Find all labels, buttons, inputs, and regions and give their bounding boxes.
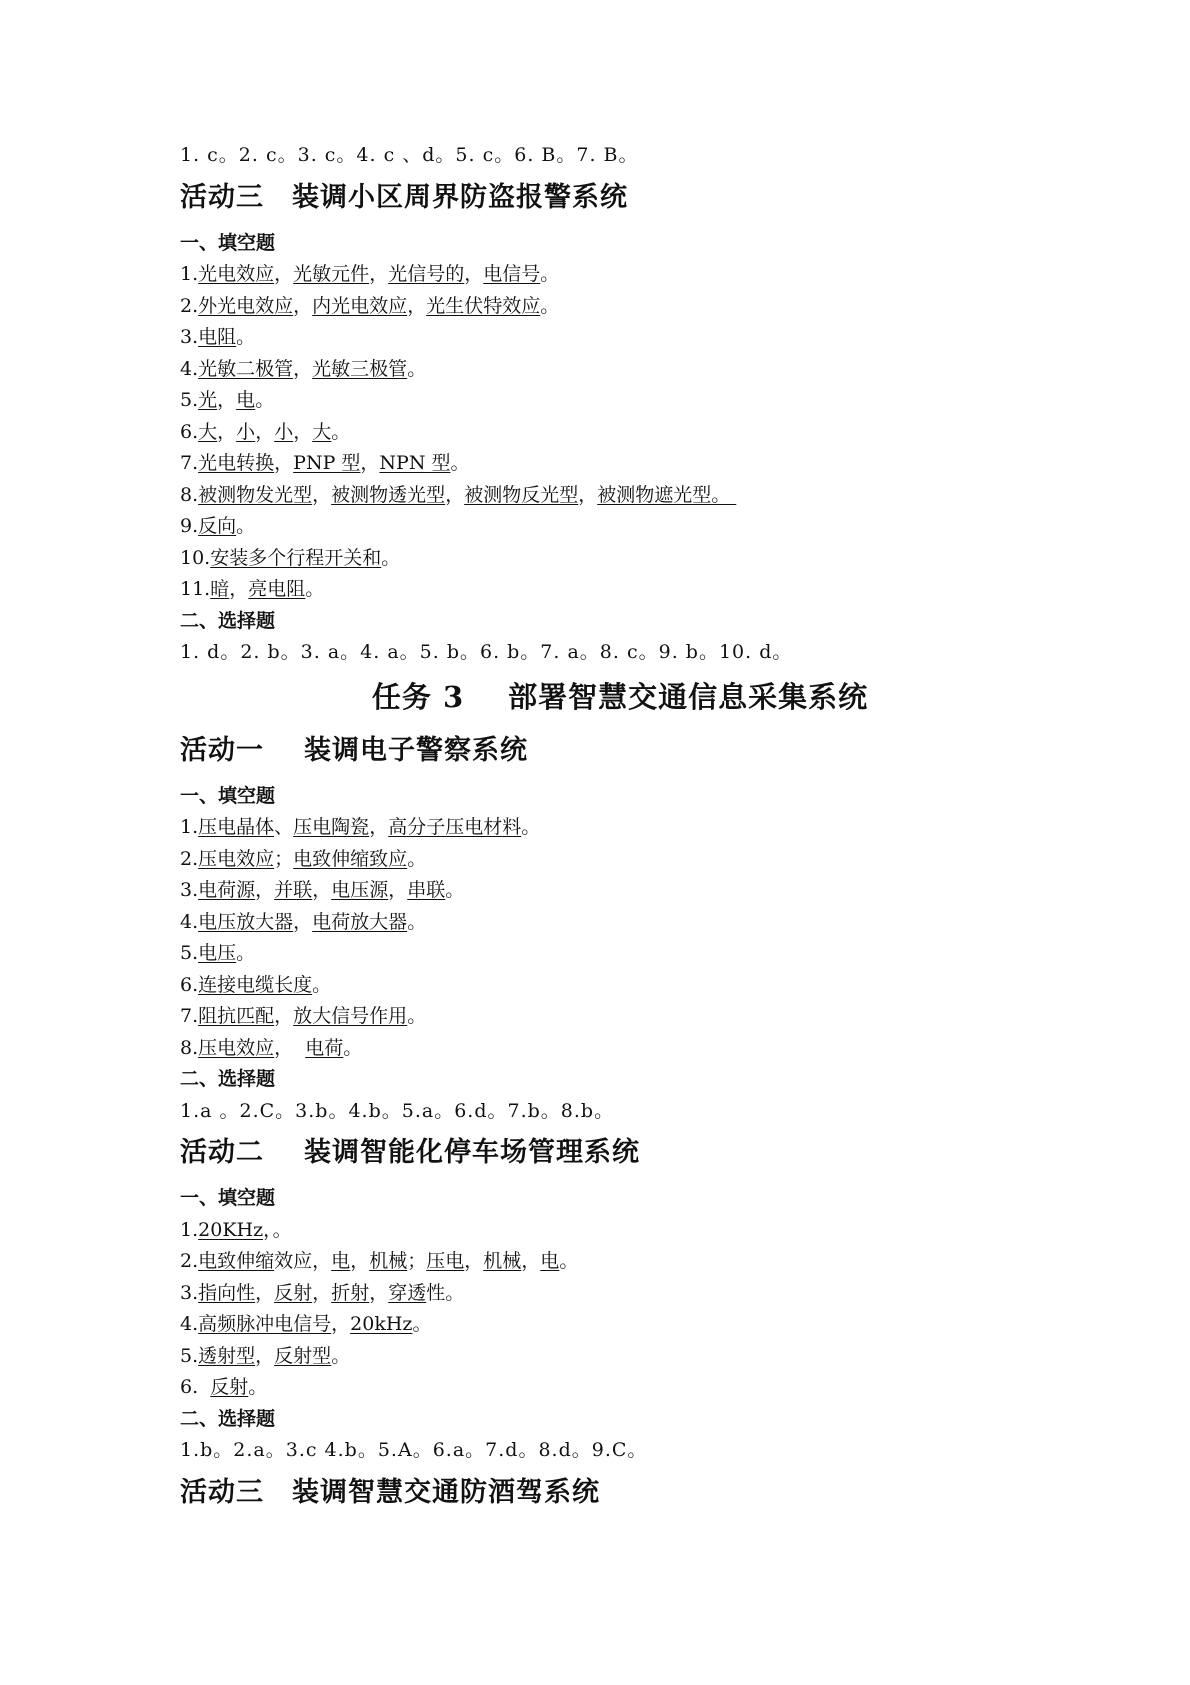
activity-heading bbox=[180, 1469, 1060, 1517]
answer-number: 6. bbox=[180, 1376, 205, 1398]
answer-line bbox=[180, 385, 1060, 417]
answer-blank: 反向 bbox=[198, 515, 237, 537]
answer-number: 2. bbox=[180, 1250, 199, 1272]
answer-punctuation: ， bbox=[312, 879, 332, 901]
answer-line bbox=[180, 938, 1060, 970]
answer-blank: 高分子压电材料 bbox=[388, 816, 522, 838]
answer-punctuation: ， bbox=[255, 879, 275, 901]
answer-number: 10. bbox=[180, 546, 211, 569]
answer-punctuation: ， bbox=[255, 1344, 275, 1367]
activity-title: 装调智慧交通防酒驾系统 bbox=[292, 1476, 600, 1508]
answer-blank: 并联 bbox=[274, 879, 313, 901]
answer-number: 7. bbox=[180, 1005, 199, 1027]
answer-punctuation: 。 bbox=[343, 1036, 363, 1059]
answer-blank: 被测物遮光型。 bbox=[597, 483, 737, 506]
answer-line bbox=[180, 259, 1060, 291]
answer-punctuation: 。 bbox=[305, 578, 325, 600]
answer-punctuation: 。 bbox=[521, 816, 541, 838]
answer-blank: 压电陶瓷 bbox=[293, 816, 370, 838]
answer-blank: 电荷源 bbox=[198, 879, 256, 901]
answer-punctuation: ， bbox=[369, 1281, 389, 1304]
answer-blank: 光生伏特效应 bbox=[426, 294, 541, 317]
answer-punctuation: ， bbox=[464, 1250, 484, 1272]
choice-answers: 1.b。2.a。3.c 4.b。5.A。6.a。7.d。8.d。9.C。 bbox=[180, 1439, 648, 1461]
answer-blank: 电压源 bbox=[331, 879, 389, 901]
answer-punctuation: ， bbox=[274, 1036, 306, 1059]
answer-punctuation: ， bbox=[521, 1250, 541, 1272]
answer-blank: 机械 bbox=[483, 1250, 522, 1272]
answer-punctuation: ， bbox=[217, 420, 237, 443]
answer-punctuation: ， bbox=[464, 263, 484, 285]
answer-line bbox=[180, 1033, 1060, 1065]
answer-blank: 电 bbox=[236, 389, 256, 411]
answer-blank: 电压 bbox=[198, 942, 237, 964]
section-heading-fill: 一、填空题 bbox=[180, 1187, 276, 1209]
answer-punctuation: 。 bbox=[445, 879, 465, 901]
answer-blank: 连接电缆长度 bbox=[198, 973, 313, 996]
section-heading-choice: 二、选择题 bbox=[180, 609, 276, 632]
answer-number: 3. bbox=[180, 1281, 199, 1304]
answer-blank: 被测物反光型 bbox=[464, 483, 579, 506]
answer-punctuation: 。 bbox=[407, 910, 427, 933]
answer-number: 8. bbox=[180, 483, 199, 506]
answer-number: 6. bbox=[180, 420, 199, 443]
answer-punctuation: 。 bbox=[407, 1005, 427, 1027]
answer-line bbox=[180, 875, 1060, 907]
answer-line bbox=[180, 907, 1060, 939]
answer-punctuation: 。 bbox=[236, 942, 256, 964]
answer-blank: 电致伸缩致应 bbox=[293, 847, 408, 870]
answer-blank: 安装多个行程开关和 bbox=[210, 546, 382, 569]
activity-title: 装调小区周界防盗报警系统 bbox=[292, 181, 628, 213]
activity-title: 装调智能化停车场管理系统 bbox=[304, 1137, 640, 1168]
answer-number: 7. bbox=[180, 452, 199, 474]
answer-line bbox=[180, 1341, 1060, 1373]
answer-punctuation: ， bbox=[312, 1281, 332, 1304]
answer-punctuation: ， bbox=[293, 294, 313, 317]
section-heading-fill: 一、填空题 bbox=[180, 784, 276, 807]
answer-line bbox=[180, 1001, 1060, 1033]
answer-line bbox=[180, 322, 1060, 354]
answer-blank: 压电 bbox=[426, 1250, 465, 1272]
answer-number: 8. bbox=[180, 1036, 199, 1059]
answer-blank: 阻抗匹配 bbox=[198, 1005, 275, 1027]
answer-punctuation: 。 bbox=[407, 357, 427, 380]
choice-answers: 1. d。2. b。3. a。4. a。5. b。6. b。7. a。8. c。9. b。10. d。 bbox=[180, 641, 793, 663]
answer-line bbox=[180, 291, 1060, 323]
answer-line bbox=[180, 511, 1060, 543]
answer-punctuation: ， bbox=[293, 420, 313, 443]
answer-blank: 光敏三极管 bbox=[312, 357, 408, 380]
answer-blank: 光电效应 bbox=[198, 263, 275, 285]
answer-blank: 暗 bbox=[210, 578, 230, 600]
answer-number: 1. bbox=[180, 816, 199, 838]
answer-blank: 光 bbox=[198, 389, 218, 411]
answer-blank: 光敏元件 bbox=[293, 263, 370, 285]
answer-line bbox=[180, 1278, 1060, 1310]
answer-punctuation: 。 bbox=[255, 389, 275, 411]
section-heading-choice: 二、选择题 bbox=[180, 1407, 276, 1430]
answer-blank: 机械 bbox=[369, 1250, 408, 1272]
fill-answer-list bbox=[180, 259, 1060, 606]
answer-number: 9. bbox=[180, 515, 199, 537]
answer-blank: 电荷 bbox=[305, 1036, 344, 1059]
answer-line bbox=[180, 812, 1060, 844]
answer-punctuation: ， bbox=[369, 816, 389, 838]
fill-answer-list bbox=[180, 1215, 1060, 1404]
answer-punctuation: ， bbox=[445, 483, 465, 506]
answer-punctuation: 。 bbox=[450, 452, 470, 474]
answer-line bbox=[180, 970, 1060, 1002]
answer-blank: 高频脉冲电信号 bbox=[198, 1313, 332, 1335]
answer-blank: 电致伸缩 bbox=[198, 1250, 275, 1272]
answer-punctuation: ， bbox=[274, 263, 294, 285]
section-heading-choice: 二、选择题 bbox=[180, 1068, 276, 1090]
answer-blank: 光信号的 bbox=[388, 263, 465, 285]
activity-number: 活动二 bbox=[180, 1137, 264, 1168]
answer-punctuation: ， bbox=[350, 1250, 370, 1272]
answer-number: 5. bbox=[180, 1344, 199, 1367]
answer-punctuation: ， bbox=[360, 452, 380, 474]
answer-blank: 外光电效应 bbox=[198, 294, 294, 317]
activity-number: 活动三 bbox=[180, 181, 264, 213]
answer-punctuation: 。 bbox=[381, 546, 401, 569]
answer-blank: 大 bbox=[198, 420, 218, 443]
activity-number: 活动一 bbox=[180, 734, 264, 766]
answer-line bbox=[180, 480, 1060, 512]
answer-punctuation: 。 bbox=[236, 515, 256, 537]
activity-title: 装调电子警察系统 bbox=[304, 734, 528, 766]
answer-line bbox=[180, 574, 1060, 606]
answer-blank: 穿透 bbox=[388, 1281, 427, 1304]
answer-punctuation: ； bbox=[274, 847, 294, 870]
answer-line bbox=[180, 1246, 1060, 1278]
answer-punctuation: ； bbox=[407, 1250, 427, 1272]
answer-number: 3. bbox=[180, 879, 199, 901]
answer-line bbox=[180, 1309, 1060, 1341]
answer-line bbox=[180, 1215, 1060, 1247]
answer-punctuation: 。 bbox=[331, 420, 351, 443]
answer-blank: 反射 bbox=[210, 1376, 249, 1398]
answer-number: 3. bbox=[180, 326, 199, 348]
answer-punctuation: ， bbox=[388, 879, 408, 901]
answer-blank: 反射 bbox=[274, 1281, 313, 1304]
answer-blank: 放大信号作用 bbox=[293, 1005, 408, 1027]
answer-punctuation: 。 bbox=[540, 294, 560, 317]
answer-blank: 光敏二极管 bbox=[198, 357, 294, 380]
activity-heading bbox=[180, 727, 1060, 775]
answer-punctuation: ， bbox=[255, 1281, 275, 1304]
activity-number: 活动三 bbox=[180, 1476, 264, 1508]
task-heading bbox=[180, 669, 1060, 725]
answer-punctuation: 。 bbox=[331, 1344, 351, 1367]
answer-punctuation: 。 bbox=[236, 326, 256, 348]
answer-blank: 指向性 bbox=[198, 1281, 256, 1304]
answer-page bbox=[180, 140, 1060, 1523]
activity-heading bbox=[180, 1129, 1060, 1177]
answer-number: 4. bbox=[180, 1313, 199, 1335]
answer-punctuation: 。 bbox=[412, 1313, 432, 1335]
answer-punctuation: ， bbox=[229, 578, 249, 600]
answer-blank: 透射型 bbox=[198, 1344, 256, 1367]
answer-number: 1. bbox=[180, 1218, 199, 1241]
answer-number: 11. bbox=[180, 578, 211, 600]
answer-punctuation: 。 bbox=[407, 847, 427, 870]
answer-blank: 电信号 bbox=[483, 263, 541, 285]
answer-punctuation: ， bbox=[331, 1313, 351, 1335]
answer-punctuation: 。 bbox=[312, 973, 332, 996]
answer-punctuation: ， bbox=[312, 483, 332, 506]
answer-blank: 串联 bbox=[407, 879, 446, 901]
task-title: 部署智慧交通信息采集系统 bbox=[508, 679, 869, 714]
answer-blank: 电 bbox=[331, 1250, 351, 1272]
answer-blank: 小 bbox=[274, 420, 294, 443]
answer-punctuation: 。 bbox=[559, 1250, 579, 1272]
fill-answer-list bbox=[180, 812, 1060, 1064]
choice-answers: 1.a 。2.C。3.b。4.b。5.a。6.d。7.b。8.b。 bbox=[180, 1099, 615, 1122]
answer-punctuation: ， bbox=[369, 263, 389, 285]
answer-blank: 电压放大器 bbox=[198, 910, 294, 933]
answer-line bbox=[180, 448, 1060, 480]
answer-line bbox=[180, 417, 1060, 449]
answer-punctuation: ， bbox=[578, 483, 598, 506]
answer-blank: 大 bbox=[312, 420, 332, 443]
answer-blank: 光电转换 bbox=[198, 452, 275, 474]
section-heading-fill: 一、填空题 bbox=[180, 231, 276, 254]
answer-line bbox=[180, 354, 1060, 386]
answer-blank: 电 bbox=[540, 1250, 560, 1272]
answer-punctuation: ， bbox=[274, 1005, 294, 1027]
answer-punctuation: ，。 bbox=[263, 1218, 292, 1241]
answer-line bbox=[180, 1372, 1060, 1404]
answer-blank: PNP 型 bbox=[293, 452, 361, 474]
answer-blank: 内光电效应 bbox=[312, 294, 408, 317]
answer-punctuation: 效应， bbox=[274, 1250, 332, 1272]
answer-number: 5. bbox=[180, 942, 199, 964]
answer-blank: 小 bbox=[236, 420, 256, 443]
answer-punctuation: ， bbox=[274, 452, 294, 474]
answer-blank: 20KHz bbox=[198, 1218, 264, 1241]
answer-number: 1. bbox=[180, 263, 199, 285]
answer-line bbox=[180, 844, 1060, 876]
answer-blank: 折射 bbox=[331, 1281, 370, 1304]
answer-punctuation: 。 bbox=[248, 1376, 268, 1398]
answer-blank: NPN 型 bbox=[379, 452, 451, 474]
answer-blank: 压电晶体 bbox=[198, 816, 275, 838]
answer-number: 4. bbox=[180, 357, 199, 380]
answer-line bbox=[180, 543, 1060, 575]
answer-number: 4. bbox=[180, 910, 199, 933]
answer-blank: 电阻 bbox=[198, 326, 237, 348]
answer-punctuation: ， bbox=[293, 357, 313, 380]
answer-punctuation: 性。 bbox=[426, 1281, 465, 1304]
answer-blank: 被测物发光型 bbox=[198, 483, 313, 506]
answer-blank: 反射型 bbox=[274, 1344, 332, 1367]
answer-punctuation: ， bbox=[255, 420, 275, 443]
answer-number: 2. bbox=[180, 847, 199, 870]
answer-blank: 20kHz bbox=[350, 1313, 413, 1335]
answer-blank: 压电效应 bbox=[198, 1036, 275, 1059]
answer-blank: 压电效应 bbox=[198, 847, 275, 870]
answer-number: 5. bbox=[180, 389, 199, 411]
answer-punctuation: ， bbox=[407, 294, 427, 317]
activity-heading bbox=[180, 174, 1060, 222]
answer-punctuation: ， bbox=[217, 389, 237, 411]
answer-number: 6. bbox=[180, 973, 199, 996]
answer-blank: 电荷放大器 bbox=[312, 910, 408, 933]
previous-choice-answers: 1. c。2. c。3. c。4. c 、d。5. c。6. B。7. B。 bbox=[180, 144, 639, 166]
task-number: 任务 3 bbox=[371, 679, 465, 714]
answer-punctuation: 、 bbox=[274, 816, 294, 838]
answer-punctuation: 。 bbox=[540, 263, 560, 285]
answer-blank: 亮电阻 bbox=[248, 578, 306, 600]
answer-blank: 被测物透光型 bbox=[331, 483, 446, 506]
answer-punctuation: ， bbox=[293, 910, 313, 933]
answer-number: 2. bbox=[180, 294, 199, 317]
